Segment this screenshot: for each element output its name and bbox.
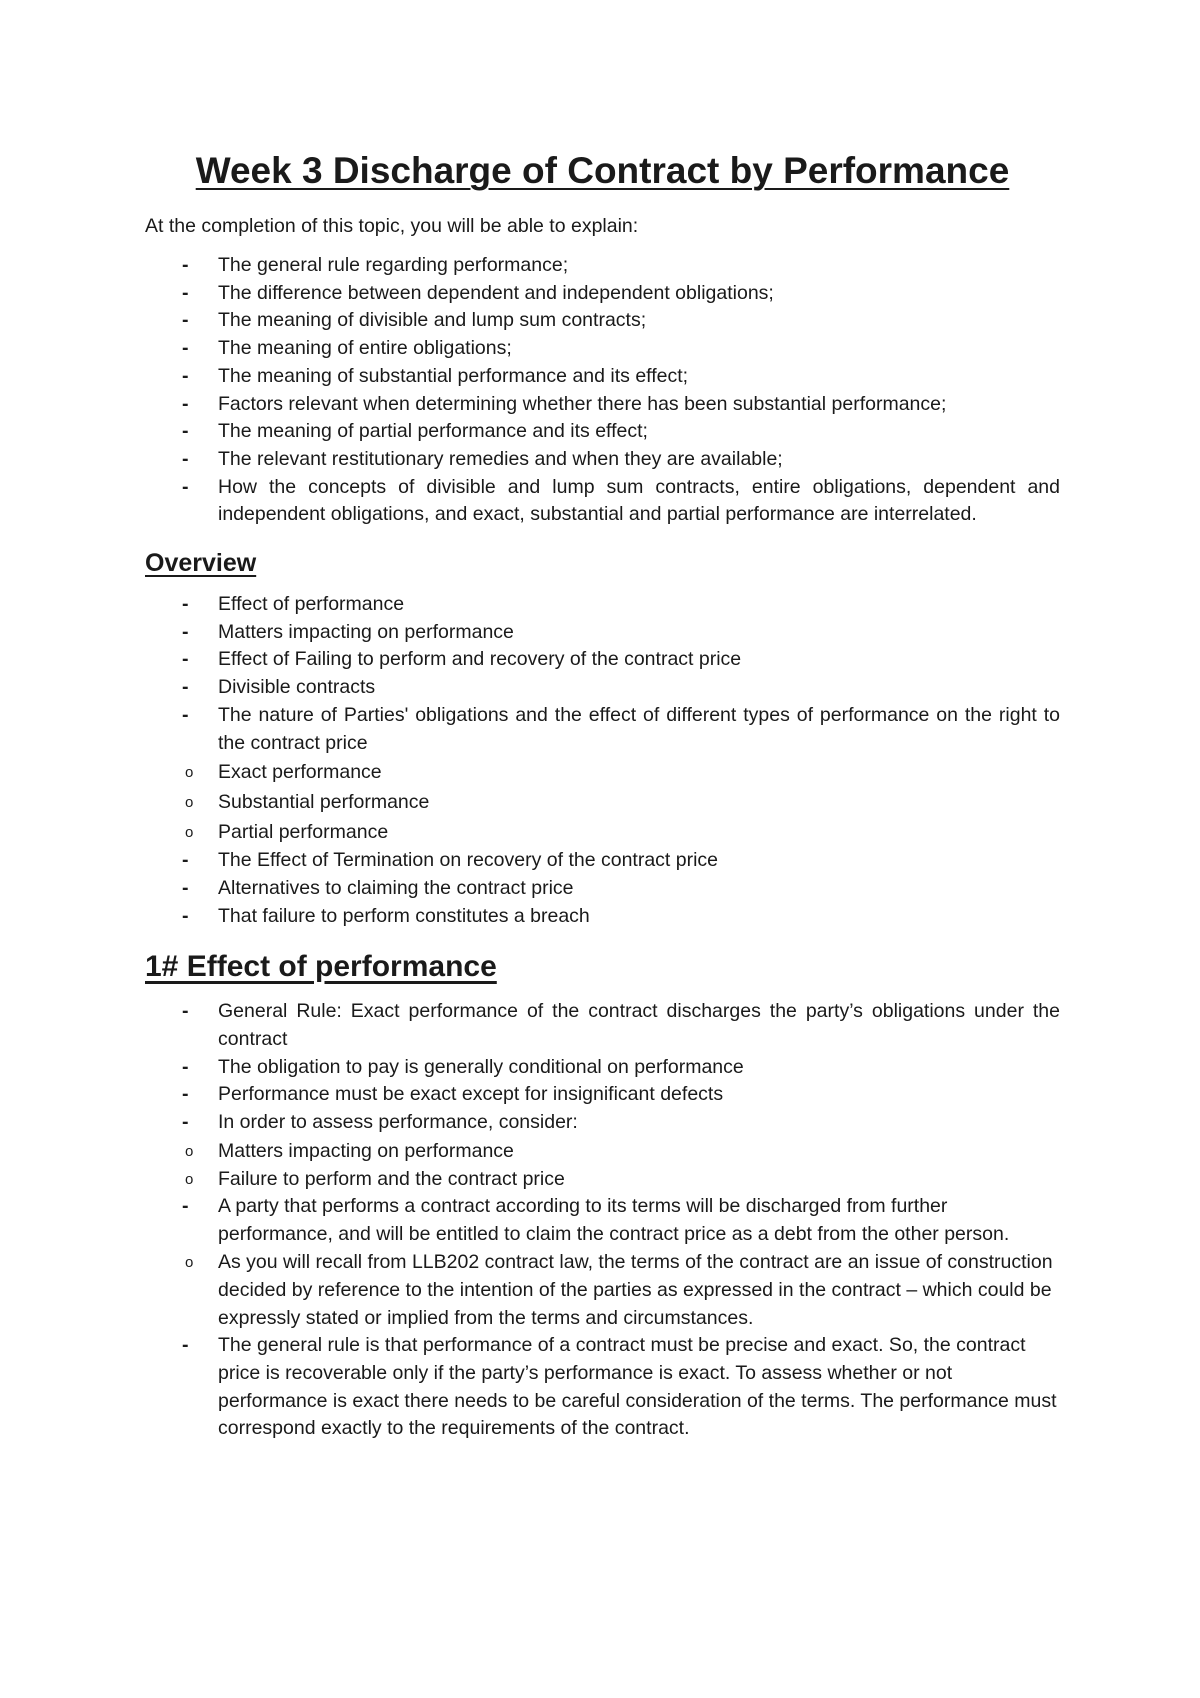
list-item: - Divisible contracts bbox=[145, 674, 1060, 702]
list-item: - Matters impacting on performance bbox=[145, 619, 1060, 647]
dash-bullet: - bbox=[182, 849, 189, 872]
dash-bullet: - bbox=[182, 447, 189, 470]
dash-bullet: - bbox=[182, 1000, 189, 1023]
intro-text: At the completion of this topic, you will be able to explain: bbox=[145, 215, 639, 237]
page-title: Week 3 Discharge of Contract by Performance bbox=[195, 150, 1010, 191]
sub-list-item: o Matters impacting on performance bbox=[145, 1137, 1060, 1165]
sub-list-item: o Partial performance bbox=[145, 817, 1060, 847]
consider-sublist bbox=[145, 1137, 1060, 1193]
list-item: - That failure to perform constitutes a breach bbox=[145, 903, 1060, 931]
dash-bullet: - bbox=[182, 392, 189, 415]
list-item: - The difference between dependent and independent obligations; bbox=[145, 280, 1060, 308]
performance-types-sublist bbox=[145, 757, 1060, 847]
recall-sublist bbox=[145, 1248, 1060, 1332]
overview-list bbox=[145, 591, 1060, 930]
circle-bullet: o bbox=[185, 1254, 194, 1272]
overview-heading: Overview bbox=[145, 549, 257, 578]
list-item: - Performance must be exact except for insignificant defects bbox=[145, 1081, 1060, 1109]
dash-bullet: - bbox=[182, 309, 189, 332]
circle-bullet: o bbox=[185, 794, 194, 812]
circle-bullet: o bbox=[185, 1170, 194, 1188]
dash-bullet: - bbox=[182, 703, 189, 726]
dash-bullet: - bbox=[182, 254, 189, 276]
dash-bullet: - bbox=[182, 876, 189, 899]
dash-bullet: - bbox=[182, 1083, 189, 1106]
section-1-heading: 1# Effect of performance bbox=[145, 950, 497, 984]
list-item: - The meaning of partial performance and its effect; bbox=[145, 418, 1060, 446]
dash-bullet: - bbox=[182, 364, 189, 387]
document-page bbox=[145, 148, 1060, 1443]
list-item: - The general rule regarding performance; bbox=[145, 252, 1060, 280]
list-item: - General Rule: Exact performance of the contract discharges the party’s obligations under the contract bbox=[182, 1000, 1060, 1051]
dash-bullet: - bbox=[182, 1111, 189, 1134]
circle-bullet: o bbox=[185, 824, 194, 842]
dash-bullet: - bbox=[182, 337, 189, 360]
dash-bullet: - bbox=[182, 1055, 189, 1078]
dash-bullet: - bbox=[182, 676, 189, 699]
list-item: - The Effect of Termination on recovery of the contract price bbox=[145, 847, 1060, 875]
dash-bullet: - bbox=[182, 475, 189, 498]
list-item: - The relevant restitutionary remedies and when they are available; bbox=[145, 446, 1060, 474]
list-item: - The meaning of entire obligations; bbox=[145, 335, 1060, 363]
dash-bullet: - bbox=[182, 593, 189, 616]
dash-bullet: - bbox=[182, 281, 189, 304]
dash-bullet: - bbox=[182, 620, 189, 643]
list-item: - Effect of Failing to perform and recovery of the contract price bbox=[145, 646, 1060, 674]
list-item: - The general rule is that performance of a contract must be precise and exact. So, the contract price is recoverable only if the party’s performance is exact. To assess whether or not performance is exact there needs to be careful consideration of the terms. The performance must correspond exactly to the requirements of the contract. bbox=[182, 1334, 1057, 1440]
circle-bullet: o bbox=[185, 1142, 194, 1160]
list-item: - A party that performs a contract according to its terms will be discharged from further performance, and will be entitled to claim the contract price as a debt from the other person. o As you will recall from LLB202 contract law, the terms of the contract are an issue of construction decided by reference to the intention of the parties as expressed in the contract – which could be expressly stated or implied from the terms and circumstances. bbox=[145, 1193, 1060, 1332]
list-item: - The nature of Parties' obligations and the effect of different types of performance on the right to the contract price o Exact performance o Substantial performance o Partial performance bbox=[145, 702, 1060, 847]
list-item: - In order to assess performance, consider: o Matters impacting on performance o Failure to perform and the contract price bbox=[145, 1109, 1060, 1193]
dash-bullet: - bbox=[182, 904, 189, 927]
section-1-list bbox=[145, 998, 1060, 1443]
dash-bullet: - bbox=[182, 1334, 189, 1357]
list-item: - Alternatives to claiming the contract price bbox=[145, 875, 1060, 903]
list-item: - The meaning of substantial performance and its effect; bbox=[145, 363, 1060, 391]
dash-bullet: - bbox=[182, 1194, 189, 1217]
list-item: - The obligation to pay is generally conditional on performance bbox=[145, 1054, 1060, 1082]
list-item: - Factors relevant when determining whether there has been substantial performance; bbox=[145, 391, 1060, 419]
list-item: - The meaning of divisible and lump sum contracts; bbox=[145, 307, 1060, 335]
sub-list-item: o Substantial performance bbox=[145, 787, 1060, 817]
sub-list-item: o Exact performance bbox=[145, 757, 1060, 787]
list-item: - How the concepts of divisible and lump sum contracts, entire obligations, dependent and independent obligations, and exact, substantial and partial performance are interrelated. bbox=[182, 475, 1060, 526]
dash-bullet: - bbox=[182, 420, 189, 443]
dash-bullet: - bbox=[182, 648, 189, 671]
circle-bullet: o bbox=[185, 764, 194, 782]
sub-list-item: o Failure to perform and the contract price bbox=[145, 1165, 1060, 1193]
sub-list-item: o As you will recall from LLB202 contract law, the terms of the contract are an issue of construction decided by reference to the intention of the parties as expressed in the contract – which could be expressly stated or implied from the terms and circumstances. bbox=[185, 1251, 1053, 1330]
objectives-list bbox=[145, 252, 1060, 529]
list-item: - Effect of performance bbox=[145, 591, 1060, 619]
